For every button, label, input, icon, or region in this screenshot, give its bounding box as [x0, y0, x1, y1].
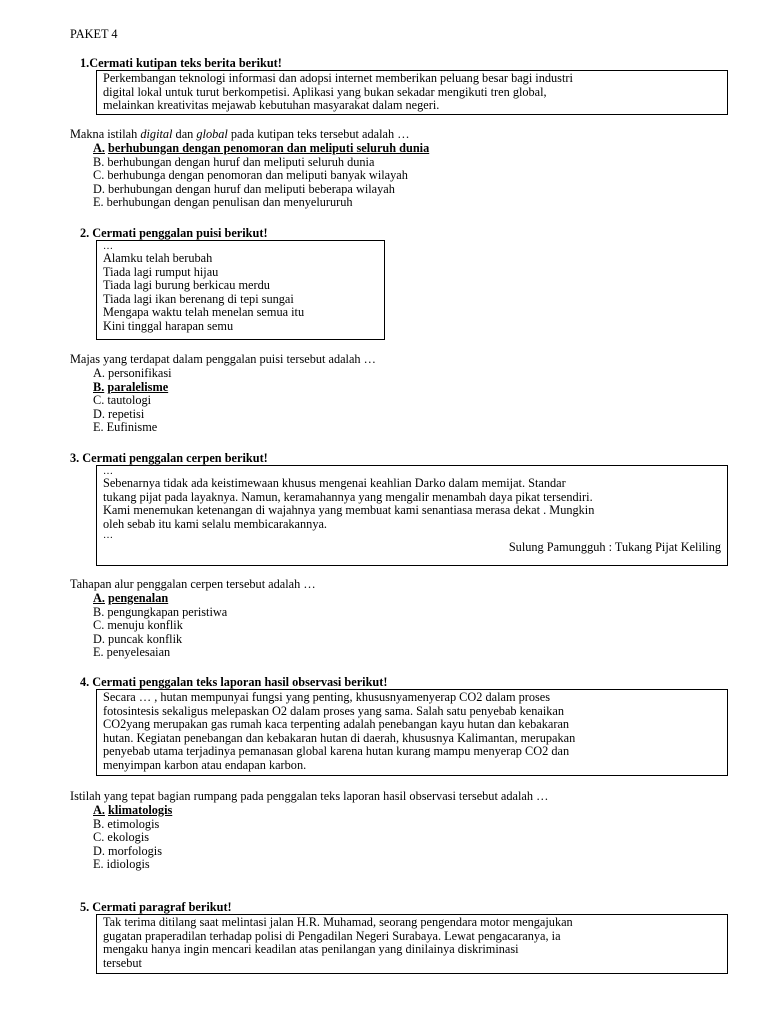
q3-story-box [96, 465, 728, 566]
q3-question: Tahapan alur penggalan cerpen tersebut adalah … [70, 577, 316, 591]
q1-option-d[interactable]: D. berhubungan dengan huruf dan meliputi beberapa wilayah [93, 181, 395, 196]
q4-option-e[interactable]: E. idiologis [93, 857, 150, 872]
q2-poem-line: Alamku telah berubah [103, 251, 213, 265]
q1-question: Makna istilah digital dan global pada kutipan teks tersebut adalah … [70, 127, 410, 141]
q3-story-line: oleh sebab itu kami selalu membicarakannya. [103, 516, 327, 531]
q1-heading: 1.Cermati kutipan teks berita berikut! [80, 56, 282, 70]
q5-paragraph-line: Tak terima ditilang saat melintasi jalan H.R. Muhamad, seorang pengendara motor mengajukan [103, 915, 573, 929]
q3-story-line: tukang pijat pada layaknya. Namun, keramahannya yang mengalir menambah daya pikat tersendiri. [103, 489, 593, 504]
q3-heading: 3. Cermati penggalan cerpen berikut! [70, 451, 268, 465]
q4-heading: 4. Cermati penggalan teks laporan hasil observasi berikut! [80, 675, 388, 689]
q2-poem-line: Tiada lagi ikan berenang di tepi sungai [103, 291, 294, 306]
q4-report-line: hutan. Kegiatan penebangan dan kebakaran hutan di daerah, khususnya Kalimantan, merupakan [103, 730, 576, 745]
q1-option-e[interactable]: E. berhubungan dengan penulisan dan menyelururuh [93, 195, 353, 210]
q3-option-c[interactable]: C. menuju konflik [93, 618, 183, 633]
q3-source: Sulung Pamungguh : Tukang Pijat Keliling [508, 540, 721, 555]
q1-box-line: melainkan kreativitas mejawab kebutuhan masyarakat dalam negeri. [103, 98, 440, 113]
q2-poem-line: Tiada lagi burung berkicau merdu [103, 278, 270, 293]
q4-question: Istilah yang tepat bagian rumpang pada penggalan teks laporan hasil observasi tersebut adalah … [70, 789, 549, 803]
q1-option-a[interactable]: A. berhubungan dengan penomoran dan meliputi seluruh dunia [93, 141, 430, 155]
q4-option-d[interactable]: D. morfologis [93, 843, 163, 858]
q2-option-d[interactable]: D. repetisi [93, 406, 145, 421]
q4-report-line: fotosintesis sekaligus melepaskan O2 dalam proses yang sama. Salah satu penyebab kenaikan [103, 703, 565, 718]
q3-option-d[interactable]: D. puncak konflik [93, 631, 183, 646]
q4-option-b[interactable]: B. etimologis [93, 816, 160, 831]
q3-option-a[interactable]: A. pengenalan [93, 591, 169, 605]
q2-poem-line: Mengapa waktu telah menelan semua itu [103, 305, 305, 320]
q1-option-b[interactable]: B. berhubungan dengan huruf dan meliputi seluruh dunia [93, 154, 375, 169]
q3-options [93, 592, 227, 660]
q2-option-a[interactable]: A. personifikasi [93, 366, 172, 380]
q5-paragraph-line: gugatan praperadilan terhadap polisi di Pengadilan Negeri Surabaya. Lewat pengacaranya, ia [103, 928, 561, 943]
q3-story-line: Kami menemukan ketenangan di wajahnya yang membuat kami senantiasa merasa dekat . Mungkin [103, 503, 595, 518]
q2-poem-line: Kini tinggal harapan semu [103, 318, 234, 333]
q2-option-e[interactable]: E. Eufinisme [93, 420, 158, 435]
q2-box-dots: … [103, 241, 114, 252]
q4-report-line: penyebab utama terjadinya pemanasan global karena hutan kurang mampu menyerap CO2 dan [103, 744, 570, 759]
q2-options [93, 367, 172, 435]
q3-box-dots-bottom: … [103, 530, 114, 542]
q3-option-e[interactable]: E. penyelesaian [93, 645, 171, 660]
q1-options [93, 142, 429, 210]
q5-paragraph-line: mengaku hanya ingin mencari keadilan atas penilangan yang dinilainya diskriminasi [103, 942, 519, 957]
q2-heading: 2. Cermati penggalan puisi berikut! [80, 226, 268, 240]
q1-box-line: digital lokal untuk turut berkompetisi. Aplikasi yang bukan sekadar mengikuti tren global, [103, 84, 547, 99]
q4-report-line: CO2yang merupakan gas rumah kaca terpenting adalah penebangan kayu hutan dan kebakaran [103, 717, 570, 732]
q5-heading: 5. Cermati paragraf berikut! [80, 900, 232, 914]
q5-paragraph-box [96, 914, 728, 974]
q4-report-box [96, 689, 728, 776]
q2-option-c[interactable]: C. tautologi [93, 393, 152, 408]
q3-story-line: Sebenarnya tidak ada keistimewaan khusus mengenai keahlian Darko dalam memijat. Standar [103, 476, 566, 490]
q5-paragraph-line: tersebut [103, 955, 142, 970]
q4-report-line: menyimpan karbon atau endapan karbon. [103, 757, 307, 772]
q4-option-a[interactable]: A. klimatologis [93, 803, 173, 817]
q3-box-dots-top: … [103, 466, 114, 477]
q4-option-c[interactable]: C. ekologis [93, 830, 150, 845]
q1-box-line: Perkembangan teknologi informasi dan adopsi internet memberikan peluang besar bagi industri [103, 71, 573, 85]
q4-report-line: Secara … , hutan mempunyai fungsi yang penting, khususnyamenyerap CO2 dalam proses [103, 690, 551, 704]
q4-options [93, 804, 172, 872]
q2-poem-box [96, 240, 385, 340]
q1-text-box [96, 70, 728, 115]
q3-option-b[interactable]: B. pengungkapan peristiwa [93, 604, 228, 619]
q2-option-b[interactable]: B. paralelisme [93, 379, 169, 394]
paket-title: PAKET 4 [70, 27, 118, 41]
q2-poem-line: Tiada lagi rumput hijau [103, 264, 219, 279]
q2-question: Majas yang terdapat dalam penggalan puisi tersebut adalah … [70, 352, 376, 366]
q1-option-c[interactable]: C. berhubunga dengan penomoran dan meliputi banyak wilayah [93, 168, 408, 183]
